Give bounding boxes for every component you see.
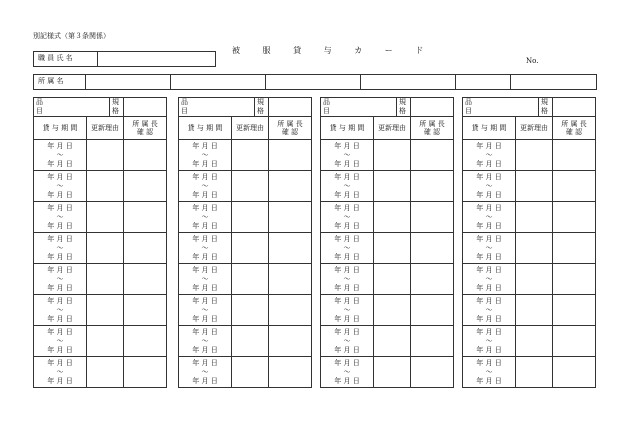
confirm-cell — [553, 233, 596, 264]
loan-card-4 — [462, 97, 596, 388]
confirm-cell — [411, 326, 454, 357]
reason-cell — [516, 233, 553, 264]
reason-cell — [232, 264, 269, 295]
period-date-cell: 年 月 日 〜 年 月 日 — [179, 357, 232, 388]
col-period: 貸 与 期 間 — [179, 117, 232, 140]
confirm-cell — [269, 264, 312, 295]
confirm-cell — [411, 295, 454, 326]
staff-name-box — [33, 51, 216, 67]
period-row — [179, 171, 312, 202]
confirm-cell — [553, 295, 596, 326]
col-reason: 更新理由 — [87, 117, 124, 140]
col-reason: 更新理由 — [374, 117, 411, 140]
confirm-cell — [553, 357, 596, 388]
period-row — [321, 264, 454, 295]
period-row — [463, 357, 596, 388]
spec-value-cell — [269, 98, 312, 117]
period-row — [463, 326, 596, 357]
reason-cell — [374, 326, 411, 357]
period-date-cell: 年 月 日 〜 年 月 日 — [34, 326, 87, 357]
period-row — [321, 171, 454, 202]
reason-cell — [374, 357, 411, 388]
confirm-cell — [124, 357, 167, 388]
reason-cell — [516, 264, 553, 295]
period-date-cell: 年 月 日 〜 年 月 日 — [321, 357, 374, 388]
department-box — [33, 74, 597, 90]
period-row — [463, 202, 596, 233]
reason-cell — [232, 202, 269, 233]
confirm-cell — [411, 233, 454, 264]
no-label: No. — [526, 57, 539, 65]
period-date-cell: 年 月 日 〜 年 月 日 — [321, 140, 374, 171]
period-row — [321, 233, 454, 264]
period-row — [179, 202, 312, 233]
period-date-cell: 年 月 日 〜 年 月 日 — [463, 171, 516, 202]
spec-label: 規 格 — [109, 98, 119, 116]
col-confirm: 所 属 長 確 認 — [411, 117, 454, 140]
confirm-cell — [124, 264, 167, 295]
item-label: 品 目 — [36, 98, 43, 115]
period-date-cell: 年 月 日 〜 年 月 日 — [321, 295, 374, 326]
confirm-cell — [269, 357, 312, 388]
reason-cell — [232, 171, 269, 202]
confirm-cell — [269, 171, 312, 202]
confirm-cell — [124, 326, 167, 357]
form-label: 別記様式（第３条関係） — [33, 32, 110, 40]
period-row — [34, 295, 167, 326]
period-row — [179, 233, 312, 264]
period-date-cell: 年 月 日 〜 年 月 日 — [321, 326, 374, 357]
reason-cell — [87, 233, 124, 264]
reason-cell — [516, 295, 553, 326]
confirm-cell — [411, 171, 454, 202]
reason-cell — [232, 233, 269, 264]
reason-cell — [516, 171, 553, 202]
confirm-cell — [124, 233, 167, 264]
confirm-cell — [124, 171, 167, 202]
reason-cell — [232, 326, 269, 357]
period-row — [179, 140, 312, 171]
period-date-cell: 年 月 日 〜 年 月 日 — [34, 202, 87, 233]
period-row — [34, 233, 167, 264]
spec-label: 規 格 — [538, 98, 548, 116]
loan-card-3 — [320, 97, 454, 388]
col-confirm: 所 属 長 確 認 — [553, 117, 596, 140]
period-row — [463, 233, 596, 264]
period-row — [321, 140, 454, 171]
period-date-cell: 年 月 日 〜 年 月 日 — [179, 326, 232, 357]
col-reason: 更新理由 — [516, 117, 553, 140]
period-row — [179, 295, 312, 326]
item-label: 品 目 — [465, 98, 472, 115]
col-period: 貸 与 期 間 — [463, 117, 516, 140]
confirm-cell — [124, 140, 167, 171]
period-date-cell: 年 月 日 〜 年 月 日 — [321, 233, 374, 264]
period-date-cell: 年 月 日 〜 年 月 日 — [34, 233, 87, 264]
reason-cell — [374, 202, 411, 233]
reason-cell — [232, 295, 269, 326]
reason-cell — [374, 264, 411, 295]
period-row — [321, 295, 454, 326]
reason-cell — [232, 140, 269, 171]
spec-label: 規 格 — [254, 98, 264, 116]
period-date-cell: 年 月 日 〜 年 月 日 — [463, 202, 516, 233]
reason-cell — [516, 326, 553, 357]
reason-cell — [516, 202, 553, 233]
reason-cell — [232, 357, 269, 388]
period-date-cell: 年 月 日 〜 年 月 日 — [321, 264, 374, 295]
period-date-cell: 年 月 日 〜 年 月 日 — [34, 295, 87, 326]
period-row — [321, 202, 454, 233]
card-title: 被 服 貸 与 カ ー ド — [232, 46, 434, 55]
confirm-cell — [269, 140, 312, 171]
confirm-cell — [269, 233, 312, 264]
period-row — [179, 326, 312, 357]
period-date-cell: 年 月 日 〜 年 月 日 — [463, 140, 516, 171]
period-date-cell: 年 月 日 〜 年 月 日 — [34, 140, 87, 171]
period-date-cell: 年 月 日 〜 年 月 日 — [179, 264, 232, 295]
period-row — [463, 295, 596, 326]
period-date-cell: 年 月 日 〜 年 月 日 — [179, 171, 232, 202]
spec-label: 規 格 — [396, 98, 406, 116]
period-row — [34, 140, 167, 171]
confirm-cell — [269, 326, 312, 357]
loan-card-2 — [178, 97, 312, 388]
confirm-cell — [553, 264, 596, 295]
period-row — [321, 357, 454, 388]
period-date-cell: 年 月 日 〜 年 月 日 — [179, 202, 232, 233]
confirm-cell — [124, 202, 167, 233]
item-cell — [179, 98, 269, 117]
item-cell — [321, 98, 411, 117]
period-row — [34, 326, 167, 357]
item-label: 品 目 — [181, 98, 188, 115]
confirm-cell — [553, 171, 596, 202]
reason-cell — [87, 202, 124, 233]
reason-cell — [87, 264, 124, 295]
period-date-cell: 年 月 日 〜 年 月 日 — [179, 233, 232, 264]
confirm-cell — [411, 140, 454, 171]
spec-value-cell — [553, 98, 596, 117]
reason-cell — [374, 171, 411, 202]
period-date-cell: 年 月 日 〜 年 月 日 — [321, 171, 374, 202]
loan-card-1 — [33, 97, 167, 388]
reason-cell — [516, 357, 553, 388]
period-date-cell: 年 月 日 〜 年 月 日 — [463, 233, 516, 264]
period-row — [179, 264, 312, 295]
period-date-cell: 年 月 日 〜 年 月 日 — [321, 202, 374, 233]
confirm-cell — [269, 202, 312, 233]
col-confirm: 所 属 長 確 認 — [269, 117, 312, 140]
reason-cell — [374, 295, 411, 326]
confirm-cell — [411, 202, 454, 233]
col-period: 貸 与 期 間 — [34, 117, 87, 140]
period-date-cell: 年 月 日 〜 年 月 日 — [34, 264, 87, 295]
col-confirm: 所 属 長 確 認 — [124, 117, 167, 140]
reason-cell — [87, 171, 124, 202]
col-reason: 更新理由 — [232, 117, 269, 140]
confirm-cell — [553, 140, 596, 171]
confirm-cell — [269, 295, 312, 326]
reason-cell — [87, 295, 124, 326]
reason-cell — [374, 233, 411, 264]
period-row — [321, 326, 454, 357]
reason-cell — [87, 140, 124, 171]
staff-name-label: 職 員 氏 名 — [38, 54, 73, 62]
col-period: 貸 与 期 間 — [321, 117, 374, 140]
period-row — [463, 264, 596, 295]
item-cell — [463, 98, 553, 117]
period-date-cell: 年 月 日 〜 年 月 日 — [179, 295, 232, 326]
item-cell — [34, 98, 124, 117]
period-row — [34, 264, 167, 295]
reason-cell — [374, 140, 411, 171]
confirm-cell — [411, 357, 454, 388]
reason-cell — [516, 140, 553, 171]
confirm-cell — [553, 202, 596, 233]
department-label: 所 属 名 — [38, 77, 64, 85]
period-row — [34, 202, 167, 233]
confirm-cell — [553, 326, 596, 357]
period-date-cell: 年 月 日 〜 年 月 日 — [463, 326, 516, 357]
spec-value-cell — [124, 98, 167, 117]
period-date-cell: 年 月 日 〜 年 月 日 — [463, 357, 516, 388]
period-row — [34, 171, 167, 202]
period-row — [463, 171, 596, 202]
item-label: 品 目 — [323, 98, 330, 115]
period-date-cell: 年 月 日 〜 年 月 日 — [179, 140, 232, 171]
period-row — [34, 357, 167, 388]
confirm-cell — [411, 264, 454, 295]
period-row — [463, 140, 596, 171]
spec-value-cell — [411, 98, 454, 117]
period-date-cell: 年 月 日 〜 年 月 日 — [34, 357, 87, 388]
reason-cell — [87, 326, 124, 357]
period-date-cell: 年 月 日 〜 年 月 日 — [463, 264, 516, 295]
reason-cell — [87, 357, 124, 388]
period-row — [179, 357, 312, 388]
confirm-cell — [124, 295, 167, 326]
period-date-cell: 年 月 日 〜 年 月 日 — [34, 171, 87, 202]
period-date-cell: 年 月 日 〜 年 月 日 — [463, 295, 516, 326]
